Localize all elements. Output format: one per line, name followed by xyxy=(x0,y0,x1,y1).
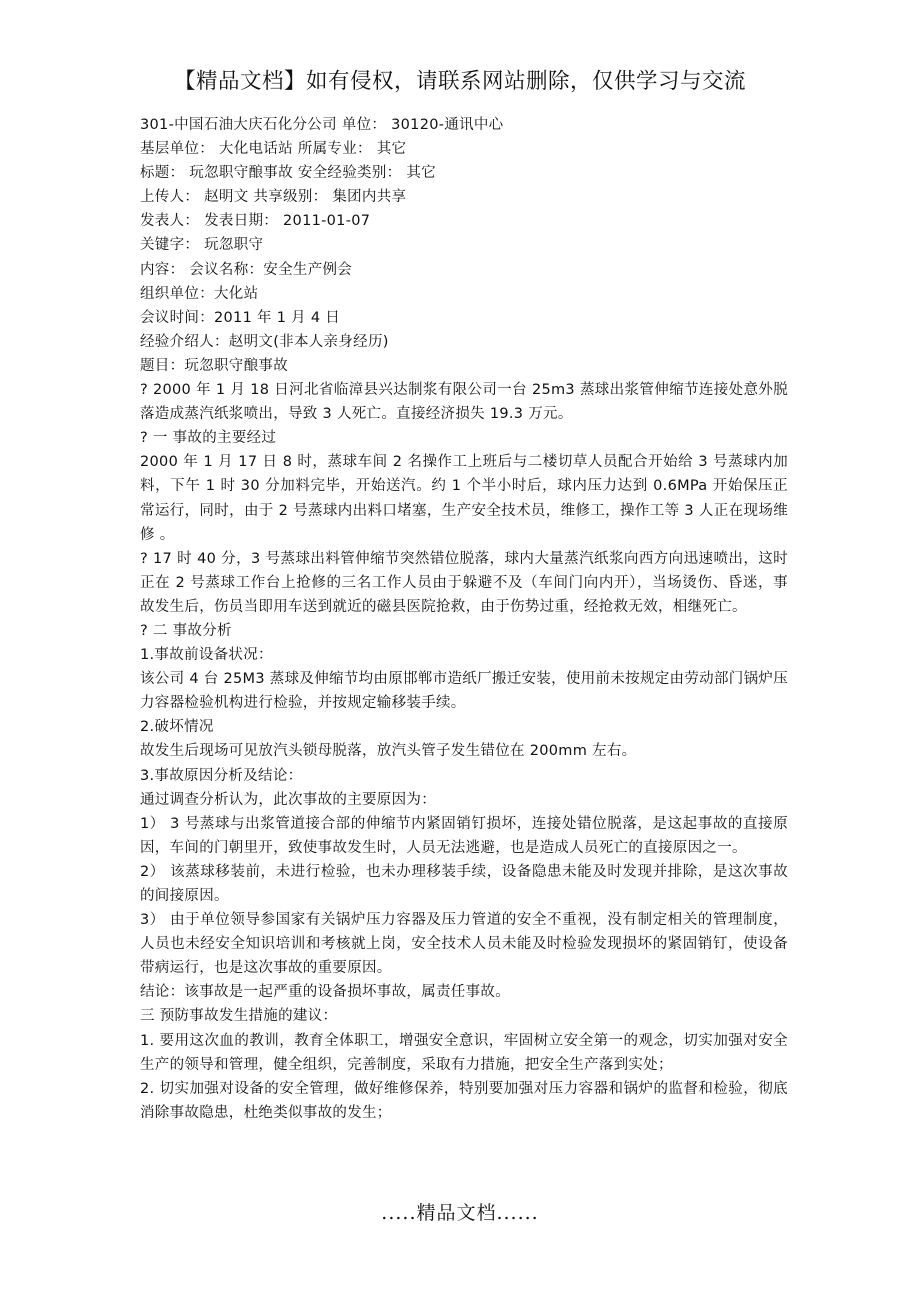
prevention-measure-1: 1. 要用这次血的教训，教育全体职工，增强安全意识，牢固树立安全第一的观念，切实加强对安全生产的领导和管理，健全组织，完善制度，采取有力措施，把安全生产落到实处； xyxy=(140,1032,788,1073)
meta-keyword-line: 关键字： 玩忽职守 xyxy=(140,237,264,254)
analysis-subheading-cause: 3.事故原因分析及结论： xyxy=(140,767,303,784)
analysis-damage-paragraph: 故发生后现场可见放汽头锁母脱落，放汽头管子发生错位在 200mm 左右。 xyxy=(140,743,637,760)
meta-unit-line: 基层单位： 大化电话站 所属专业： 其它 xyxy=(140,141,407,158)
meta-title-line: 标题： 玩忽职守酿事故 安全经验类别： 其它 xyxy=(140,165,436,182)
meta-topic-line: 题目：玩忽职守酿事故 xyxy=(140,357,288,374)
analysis-subheading-equipment: 1.事故前设备状况： xyxy=(140,647,273,664)
section-heading-process: ? 一 事故的主要经过 xyxy=(140,430,277,447)
summary-paragraph: ? 2000 年 1 月 18 日河北省临漳县兴达制浆有限公司一台 25m3 蒸球出浆管伸缩节连接处意外脱落造成蒸汽纸浆喷出，导致 3 人死亡。直接经济损失 19.3 万元。 xyxy=(140,382,788,423)
meta-uploader-line: 上传人： 赵明文 共享级别： 集团内共享 xyxy=(140,189,407,206)
meta-presenter-line: 经验介绍人：赵明文(非本人亲身经历) xyxy=(140,333,389,350)
meta-content-line: 内容： 会议名称：安全生产例会 xyxy=(140,261,353,278)
meta-company-line: 301-中国石油大庆石化分公司 单位： 30120-通讯中心 xyxy=(140,117,504,133)
prevention-measure-2: 2. 切实加强对设备的安全管理，做好维修保养，特别要加强对压力容器和锅炉的监督和检验，彻底消除事故隐患，杜绝类似事故的发生； xyxy=(140,1080,788,1121)
section-heading-analysis: ? 二 事故分析 xyxy=(140,622,232,639)
cause-item-3: 3） 由于单位领导参国家有关锅炉压力容器及压力管道的安全不重视，没有制定相关的管理制度，人员也未经安全知识培训和考核就上岗，安全技术人员未能及时检验发现损坏的紧固销钉，使设备带病运行，也是这次事故的重要原因。 xyxy=(140,912,788,977)
meta-meeting-time-line: 会议时间：2011 年 1 月 4 日 xyxy=(140,309,341,326)
watermark-banner: 【精品文档】如有侵权，请联系网站删除，仅供学习与交流 xyxy=(173,69,746,94)
process-paragraph-2: ? 17 时 40 分，3 号蒸球出料管伸缩节突然错位脱落，球内大量蒸汽纸浆向西方向迅速喷出，这时正在 2 号蒸球工作台上抢修的三名工作人员由于躲避不及（车间门向内开），当场烫伤、昏迷，事故发生后，伤员当即用车送到就近的磁县医院抢救，由于伤势过重，经抢救无效，相继死亡。 xyxy=(140,550,788,615)
document-body xyxy=(140,113,788,1125)
conclusion-line: 结论：该事故是一起严重的设备损坏事故，属责任事故。 xyxy=(140,984,510,1001)
process-paragraph-1: 2000 年 1 月 17 日 8 时，蒸球车间 2 名操作工上班后与二楼切草人员配合开始给 3 号蒸球内加料，下午 1 时 30 分加料完毕，开始送汽。约 1 个半小时后，球内压力达到 0.6MPa 开始保压正常运行，同时，由于 2 号蒸球内出料口堵塞，生产安全技术员，维修工，操作工等 3 人正在现场维修 。 xyxy=(140,454,788,543)
meta-publisher-line: 发表人： 发表日期： 2011-01-07 xyxy=(140,213,371,230)
analysis-equipment-paragraph: 该公司 4 台 25M3 蒸球及伸缩节均由原邯郸市造纸厂搬迁安装，使用前未按规定由劳动部门锅炉压力容器检验机构进行检验，并按规定输移装手续。 xyxy=(140,671,788,712)
meta-organizer-line: 组织单位：大化站 xyxy=(140,285,259,302)
analysis-cause-intro: 通过调查分析认为，此次事故的主要原因为： xyxy=(140,791,436,808)
footer-watermark: .....精品文档...... xyxy=(381,1202,539,1224)
cause-item-1: 1） 3 号蒸球与出浆管道接合部的伸缩节内紧固销钉损坏，连接处错位脱落，是这起事故的直接原因，车间的门朝里开，致使事故发生时，人员无法逃避，也是造成人员死亡的直接原因之一。 xyxy=(140,815,788,856)
analysis-subheading-damage: 2.破坏情况 xyxy=(140,719,214,736)
cause-item-2: 2） 该蒸球移装前，未进行检验，也未办理移装手续，设备隐患未能及时发现并排除，是这次事故的间接原因。 xyxy=(140,863,788,904)
section-heading-prevention: 三 预防事故发生措施的建议： xyxy=(140,1008,338,1025)
